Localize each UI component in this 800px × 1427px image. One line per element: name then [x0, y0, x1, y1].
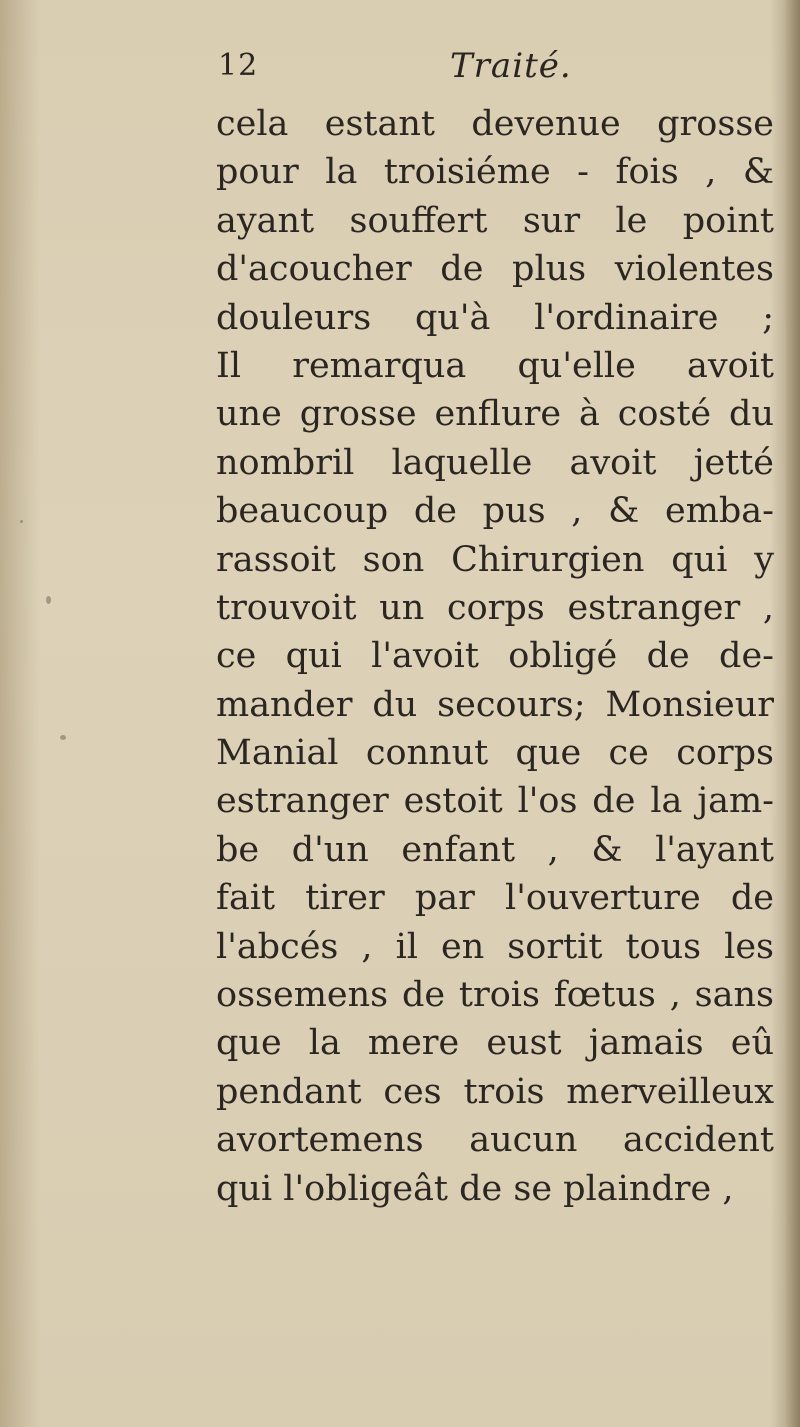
text-line: douleurs qu'à l'ordinaire ;: [216, 297, 774, 338]
text-line: que la mere eust jamais eû: [216, 1023, 774, 1064]
text-line: beaucoup de pus , & emba-: [216, 491, 774, 532]
text-line: ayant souffert sur le point: [216, 200, 774, 241]
text-line: l'abcés , il en sortit tous les: [216, 926, 774, 967]
text-line: cela estant devenue grosse: [216, 104, 774, 144]
text-line: estranger estoit l'os de la jam-: [216, 781, 774, 822]
text-line: nombril laquelle avoit jetté: [216, 442, 774, 483]
paper-speck: [60, 735, 66, 740]
text-line: d'acoucher de plus violentes: [216, 249, 774, 290]
running-title: Traité.: [450, 46, 572, 86]
text-line: avortemens aucun accident: [216, 1120, 774, 1161]
page-header: [218, 48, 770, 98]
page-edge-shadow: [786, 0, 800, 1427]
text-line: qui l'obligeât de se plaindre ,: [216, 1168, 734, 1209]
paper-speck: [20, 520, 23, 523]
text-line: Il remarqua qu'elle avoit: [216, 345, 774, 386]
text-line: pendant ces trois merveilleux: [216, 1071, 774, 1112]
text-line: be d'un enfant , & l'ayant: [216, 829, 774, 870]
page-number: 12: [218, 48, 259, 83]
text-line: une grosse enflure à costé du: [216, 394, 774, 435]
text-line: rassoit son Chirurgien qui y: [216, 539, 774, 580]
body-text: [216, 100, 774, 1213]
text-line: ossemens de trois fœtus , sans: [216, 975, 774, 1016]
text-line: fait tirer par l'ouverture de: [216, 878, 774, 919]
paper-speck: [46, 596, 51, 604]
text-line: pour la troisiéme - fois , &: [216, 152, 774, 193]
text-line: ce qui l'avoit obligé de de-: [216, 636, 774, 677]
text-line: mander du secours; Monsieur: [216, 684, 774, 725]
text-line: Manial connut que ce corps: [216, 733, 774, 774]
text-line: trouvoit un corps estranger ,: [216, 587, 774, 628]
